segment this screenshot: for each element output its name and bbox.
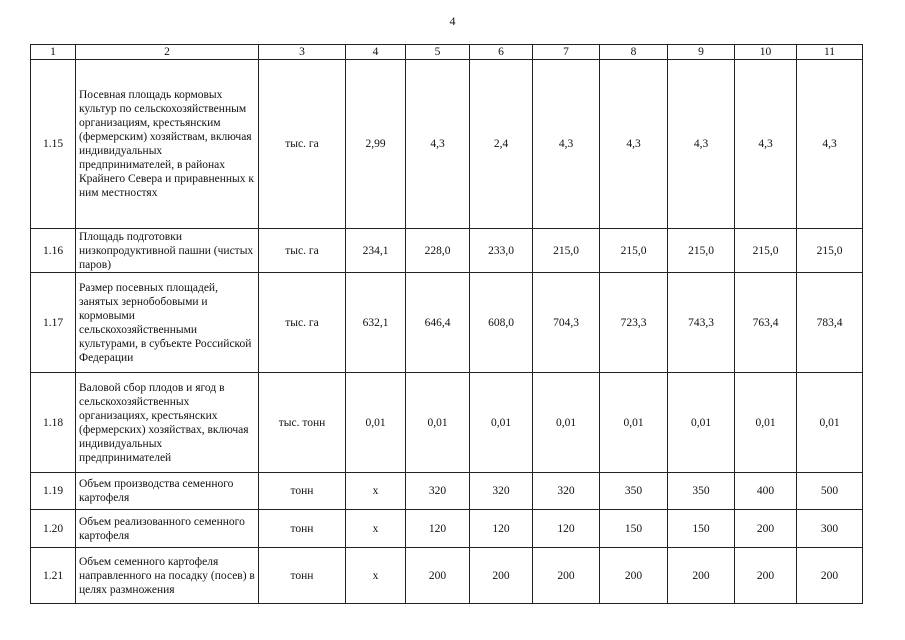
row-number: 1.17 — [31, 273, 76, 373]
value-cell: 215,0 — [533, 229, 600, 273]
value-cell: 2,4 — [470, 60, 533, 229]
value-cell: 320 — [533, 473, 600, 510]
value-cell: 215,0 — [668, 229, 735, 273]
indicator-name: Объем реализованного семенного картофеля — [76, 510, 259, 548]
value-cell: 4,3 — [533, 60, 600, 229]
header-cell: 9 — [668, 45, 735, 60]
unit-cell: тонн — [259, 548, 346, 604]
value-cell: 4,3 — [735, 60, 797, 229]
value-cell: 228,0 — [406, 229, 470, 273]
value-cell: 233,0 — [470, 229, 533, 273]
row-number: 1.18 — [31, 373, 76, 473]
value-cell: 0,01 — [600, 373, 668, 473]
value-cell: 120 — [533, 510, 600, 548]
page-number: 4 — [449, 14, 456, 28]
indicator-name: Посевная площадь кормовых культур по сельскохозяйственным организациям, крестьянским (фермерским) хозяйствам, включая индивидуальных предпринимателей, в районах Крайнего Севера и приравненных к ним местностях — [76, 60, 259, 229]
header-cell: 8 — [600, 45, 668, 60]
value-cell: 320 — [406, 473, 470, 510]
header-cell: 6 — [470, 45, 533, 60]
header-cell: 5 — [406, 45, 470, 60]
value-cell: 200 — [668, 548, 735, 604]
unit-cell: тыс. га — [259, 273, 346, 373]
row-number: 1.16 — [31, 229, 76, 273]
value-cell: 763,4 — [735, 273, 797, 373]
value-cell: 200 — [406, 548, 470, 604]
value-cell: 4,3 — [668, 60, 735, 229]
unit-cell: тыс. га — [259, 60, 346, 229]
header-cell: 3 — [259, 45, 346, 60]
indicator-name: Объем семенного картофеля направленного на посадку (посев) в целях размножения — [76, 548, 259, 604]
header-row — [31, 45, 863, 60]
header-cell: 4 — [346, 45, 406, 60]
value-cell: 0,01 — [470, 373, 533, 473]
header-cell: 11 — [797, 45, 863, 60]
indicator-name: Валовой сбор плодов и ягод в сельскохозяйственных организациях, крестьянских (фермерских) хозяйствах, включая индивидуальных предпринимателей — [76, 373, 259, 473]
value-cell: х — [346, 510, 406, 548]
value-cell: 0,01 — [668, 373, 735, 473]
value-cell: 120 — [470, 510, 533, 548]
value-cell: 0,01 — [346, 373, 406, 473]
value-cell: 320 — [470, 473, 533, 510]
value-cell: 350 — [600, 473, 668, 510]
value-cell: 400 — [735, 473, 797, 510]
value-cell: 215,0 — [735, 229, 797, 273]
table-row — [31, 548, 863, 604]
value-cell: 200 — [470, 548, 533, 604]
unit-cell: тонн — [259, 473, 346, 510]
header-cell: 7 — [533, 45, 600, 60]
value-cell: 200 — [533, 548, 600, 604]
value-cell: 200 — [735, 510, 797, 548]
value-cell: 632,1 — [346, 273, 406, 373]
unit-cell: тонн — [259, 510, 346, 548]
indicator-name: Площадь подготовки низкопродуктивной пашни (чистых паров) — [76, 229, 259, 273]
value-cell: 215,0 — [600, 229, 668, 273]
value-cell: 150 — [668, 510, 735, 548]
value-cell: 234,1 — [346, 229, 406, 273]
value-cell: 120 — [406, 510, 470, 548]
table-row — [31, 229, 863, 273]
row-number: 1.15 — [31, 60, 76, 229]
value-cell: 743,3 — [668, 273, 735, 373]
unit-cell: тыс. тонн — [259, 373, 346, 473]
value-cell: 300 — [797, 510, 863, 548]
indicator-name: Размер посевных площадей, занятых зернобобовыми и кормовыми сельскохозяйственными культурами, в субъекте Российской Федерации — [76, 273, 259, 373]
value-cell: 0,01 — [797, 373, 863, 473]
row-number: 1.20 — [31, 510, 76, 548]
value-cell: 500 — [797, 473, 863, 510]
row-number: 1.21 — [31, 548, 76, 604]
value-cell: 608,0 — [470, 273, 533, 373]
value-cell: 150 — [600, 510, 668, 548]
value-cell: 0,01 — [533, 373, 600, 473]
header-cell: 1 — [31, 45, 76, 60]
header-cell: 2 — [76, 45, 259, 60]
value-cell: 215,0 — [797, 229, 863, 273]
value-cell: 200 — [797, 548, 863, 604]
value-cell: 350 — [668, 473, 735, 510]
indicator-name: Объем производства семенного картофеля — [76, 473, 259, 510]
value-cell: х — [346, 473, 406, 510]
table-row — [31, 273, 863, 373]
value-cell: 723,3 — [600, 273, 668, 373]
value-cell: 704,3 — [533, 273, 600, 373]
table-row — [31, 373, 863, 473]
value-cell: 2,99 — [346, 60, 406, 229]
value-cell: 0,01 — [406, 373, 470, 473]
table-row — [31, 473, 863, 510]
value-cell: х — [346, 548, 406, 604]
value-cell: 783,4 — [797, 273, 863, 373]
header-cell: 10 — [735, 45, 797, 60]
value-cell: 4,3 — [406, 60, 470, 229]
value-cell: 0,01 — [735, 373, 797, 473]
row-number: 1.19 — [31, 473, 76, 510]
value-cell: 646,4 — [406, 273, 470, 373]
value-cell: 200 — [735, 548, 797, 604]
table-row — [31, 510, 863, 548]
value-cell: 4,3 — [600, 60, 668, 229]
table-row — [31, 60, 863, 229]
value-cell: 200 — [600, 548, 668, 604]
unit-cell: тыс. га — [259, 229, 346, 273]
data-table — [30, 44, 863, 604]
value-cell: 4,3 — [797, 60, 863, 229]
